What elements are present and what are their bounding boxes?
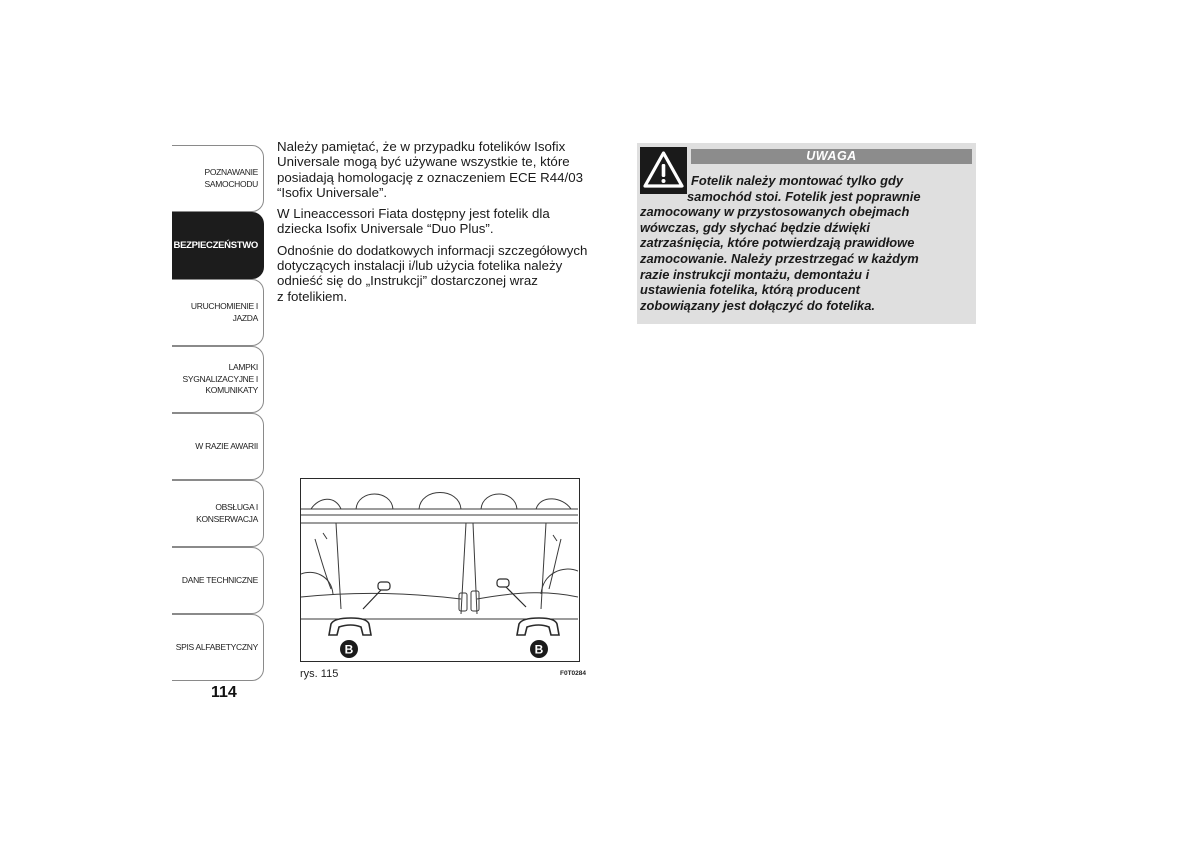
tab-bezpieczenstwo[interactable]	[172, 212, 264, 279]
paragraph: Należy pamiętać, że w przypadku fotelików Isofix Universale mogą być używane wszystkie te, które posiadają homologację z oznaczeniem ECE R44/03 “Isofix Universale”.	[277, 139, 584, 200]
warning-line: zatrzaśnięcia, które potwierdzają prawidłowe	[640, 235, 915, 251]
tab-label: BEZPIECZEŃSTWO	[173, 239, 258, 251]
tab-uruchomienie-i-jazda[interactable]	[172, 279, 264, 346]
warning-line: razie instrukcji montażu, demontażu i	[640, 266, 870, 282]
warning-text	[640, 173, 972, 313]
warning-line: samochód stoi. Fotelik jest poprawnie	[687, 188, 921, 204]
tab-lampki-sygnalizacyjne[interactable]	[172, 346, 264, 413]
tab-label: LAMPKI SYGNALIZACYJNE I KOMUNIKATY	[182, 362, 258, 396]
warning-line: Fotelik należy montować tylko gdy	[691, 173, 904, 188]
tab-label: URUCHOMIENIE I JAZDA	[190, 301, 258, 323]
paragraph: Odnośnie do dodatkowych informacji szczegółowych dotyczących instalacji i/lub użycia fotelika należy odnieść się do „Instrukcji” dostarczonej wraz z fotelikiem.	[277, 242, 588, 304]
warning-line: zamocowany w przystosowanych obejmach	[640, 204, 910, 220]
rear-seat-illustration	[301, 479, 578, 660]
body-text	[277, 139, 617, 310]
tab-label: SPIS ALFABETYCZNY	[175, 641, 258, 652]
tab-dane-techniczne[interactable]	[172, 547, 264, 614]
tab-obsluga-i-konserwacja[interactable]	[172, 480, 264, 547]
tab-label: DANE TECHNICZNE	[181, 574, 258, 585]
callout-label: B	[344, 642, 354, 657]
tab-spis-alfabetyczny[interactable]	[172, 614, 264, 681]
isofix-figure	[300, 478, 580, 662]
tab-label: W RAZIE AWARII	[195, 440, 258, 451]
warning-line: zamocowanie. Należy przestrzegać w każdym	[640, 250, 919, 266]
paragraph: W Lineaccessori Fiata dostępny jest fotelik dla dziecka Isofix Universale “Duo Plus”.	[277, 206, 550, 237]
tab-w-razie-awarii[interactable]	[172, 413, 264, 480]
warning-box	[637, 143, 976, 324]
warning-line: zobowiązany jest dołączyć do fotelika.	[640, 297, 875, 313]
tab-label: OBSŁUGA I KONSERWACJA	[196, 502, 258, 524]
warning-line: wówczas, gdy słychać będzie dźwięki	[640, 219, 870, 235]
tab-poznawanie-samochodu[interactable]	[172, 145, 264, 212]
callout-label: B	[534, 642, 544, 657]
figure-code: F0T0284	[560, 670, 587, 677]
figure-caption: rys. 115	[300, 668, 339, 680]
page-number: 114	[211, 684, 237, 701]
warning-line: ustawienia fotelika, którą producent	[640, 282, 860, 298]
tab-label: POZNAWANIE SAMOCHODU	[204, 167, 258, 189]
warning-heading: UWAGA	[691, 149, 972, 164]
